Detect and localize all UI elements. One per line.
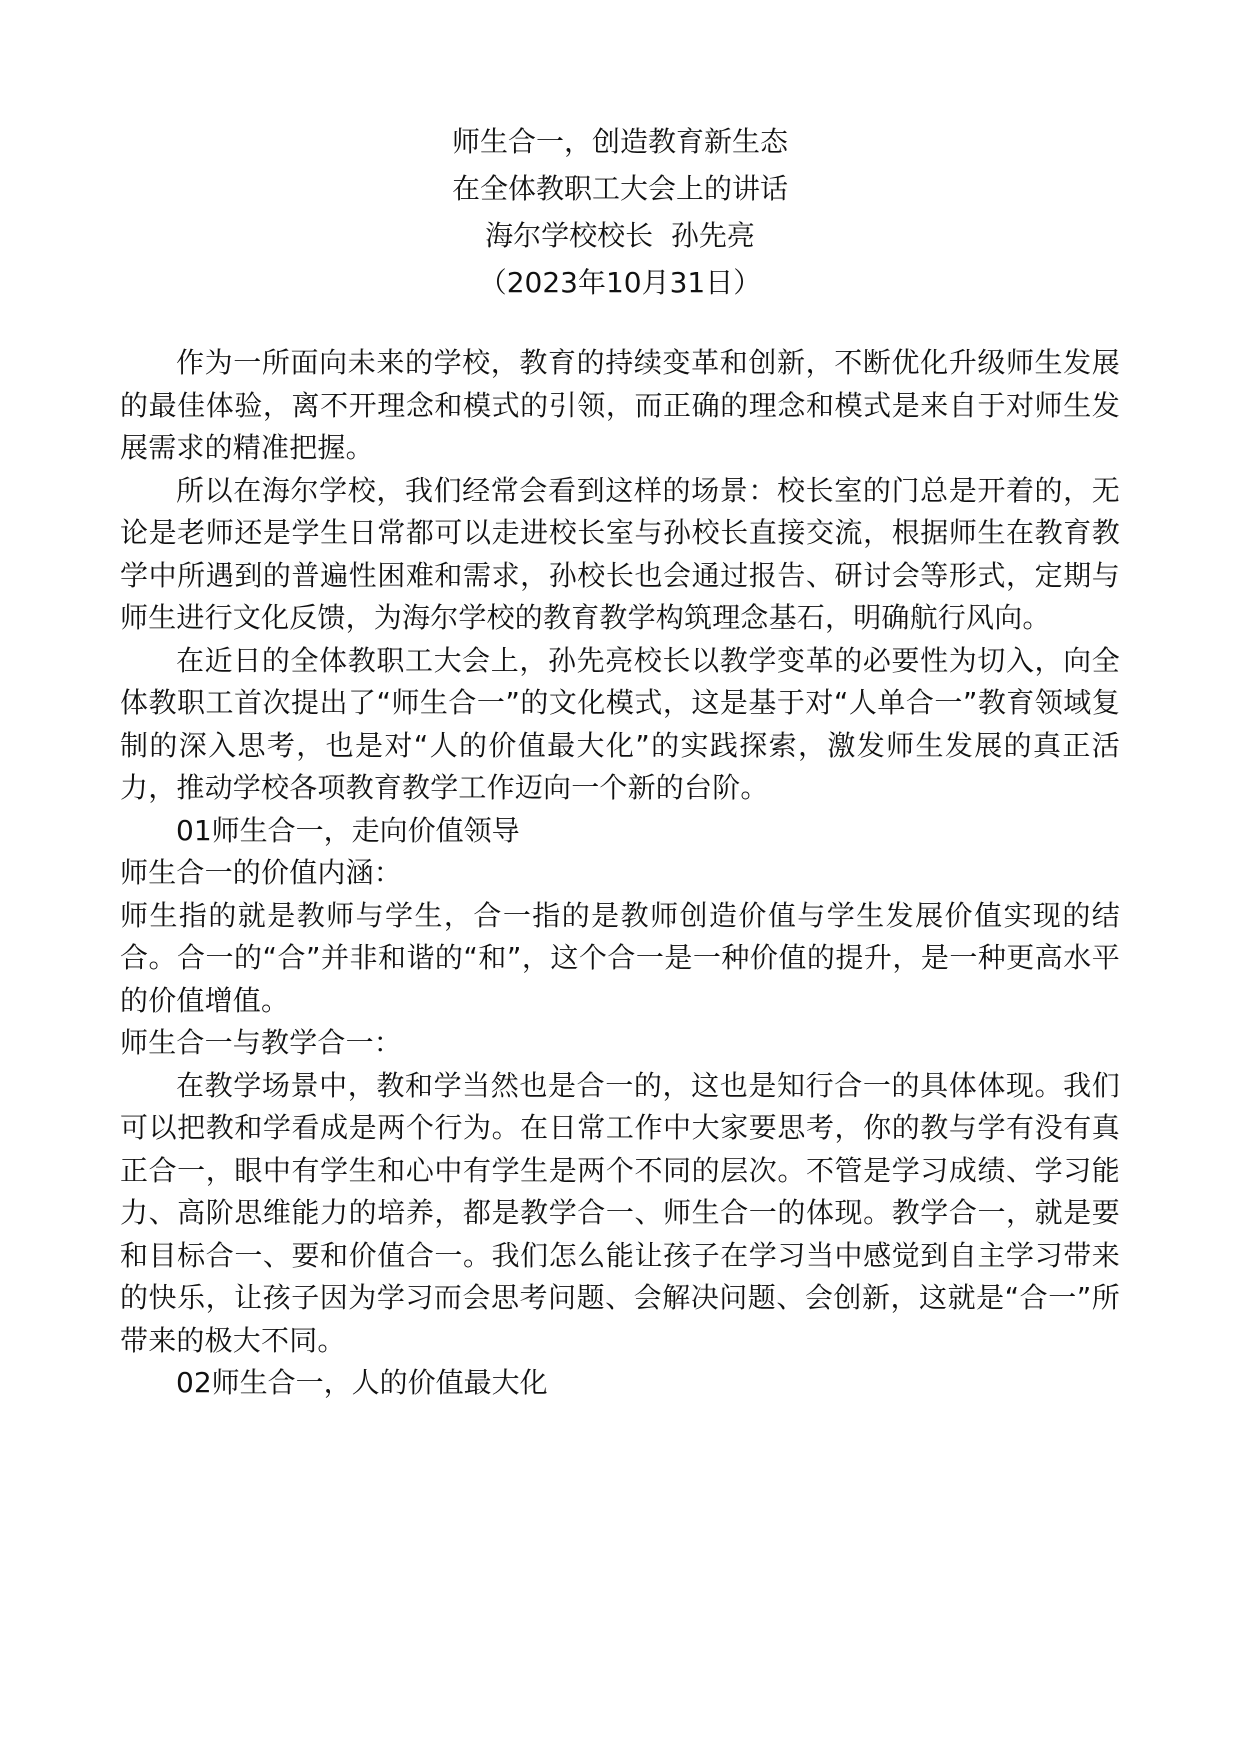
paragraph-4: 师生指的就是教师与学生，合一指的是教师创造价值与学生发展价值实现的结合。合一的“合”并非和谐的“和”，这个合一是一种价值的提升，是一种更高水平的价值增值。	[120, 898, 1120, 1017]
paragraph-2: 所以在海尔学校，我们经常会看到这样的场景：校长室的门总是开着的，无论是老师还是学生日常都可以走进校长室与孙校长直接交流，根据师生在教育教学中所遇到的普遍性困难和需求，孙校长也会通过报告、研讨会等形式，定期与师生进行文化反馈，为海尔学校的教育教学构筑理念基石，明确航行风向。	[120, 473, 1120, 634]
paragraph-3: 在近日的全体教职工大会上，孙先亮校长以教学变革的必要性为切入，向全体教职工首次提出了“师生合一”的文化模式，这是基于对“人单合一”教育领域复制的深入思考，也是对“人的价值最大化”的实践探索，激发师生发展的真正活力，推动学校各项教育教学工作迈向一个新的台阶。	[120, 643, 1120, 804]
document-subtitle: 在全体教职工大会上的讲话	[451, 172, 788, 205]
speaker-line: 海尔学校校长 孙先亮	[485, 219, 755, 252]
subheading-value-connotation: 师生合一的价值内涵：	[120, 856, 403, 889]
section-heading-2: 02师生合一，人的价值最大化	[176, 1366, 548, 1399]
date-line: （2023年10月31日）	[478, 266, 762, 299]
document-body	[120, 342, 1120, 1405]
document-page	[120, 118, 1120, 1405]
paragraph-1: 作为一所面向未来的学校，教育的持续变革和创新，不断优化升级师生发展的最佳体验，离不开理念和模式的引领，而正确的理念和模式是来自于对师生发展需求的精准把握。	[120, 346, 1120, 464]
document-title: 师生合一，创造教育新生态	[451, 125, 788, 158]
subheading-teaching-unity: 师生合一与教学合一：	[120, 1026, 403, 1059]
paragraph-5: 在教学场景中，教和学当然也是合一的，这也是知行合一的具体体现。我们可以把教和学看成是两个行为。在日常工作中大家要思考，你的教与学有没有真正合一，眼中有学生和心中有学生是两个不同的层次。不管是学习成绩、学习能力、高阶思维能力的培养，都是教学合一、师生合一的体现。教学合一，就是要和目标合一、要和价值合一。我们怎么能让孩子在学习当中感觉到自主学习带来的快乐，让孩子因为学习而会思考问题、会解决问题、会创新，这就是“合一”所带来的极大不同。	[120, 1068, 1120, 1357]
section-heading-1: 01师生合一，走向价值领导	[176, 813, 520, 847]
title-block	[120, 118, 1120, 306]
